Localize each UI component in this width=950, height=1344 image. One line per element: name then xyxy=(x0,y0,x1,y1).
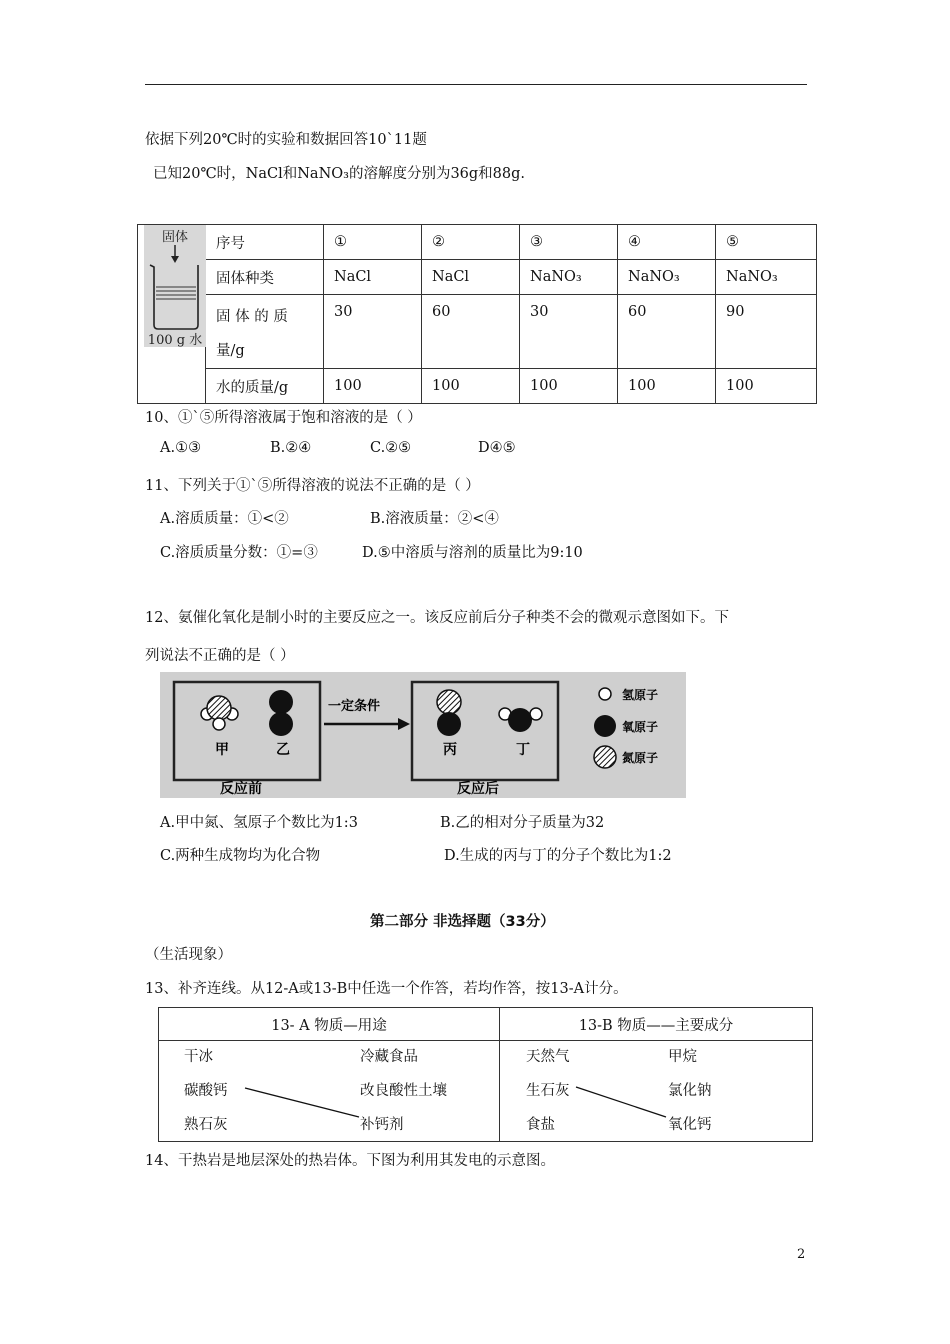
q13a-right-1: 冷藏食品 xyxy=(360,1049,418,1065)
legend-hydrogen: 氢原子 xyxy=(622,688,659,702)
q10-option-b: B.②④ xyxy=(270,440,312,456)
q13b-header: 13-B 物质——主要成分 xyxy=(500,1008,813,1041)
q13a-right-2: 改良酸性土壤 xyxy=(360,1083,447,1099)
q13b-right-2: 氯化钠 xyxy=(668,1083,712,1099)
cell-mass-4: 60 xyxy=(618,295,716,369)
cell-index-2: ② xyxy=(422,225,520,260)
reaction-diagram xyxy=(160,672,686,798)
q11-stem: 11、下列关于①`⑤所得溶液的说法不正确的是（ ） xyxy=(145,478,480,494)
q13b-left-3: 食盐 xyxy=(526,1117,555,1133)
header-rule xyxy=(145,84,807,85)
cell-mass-3: 30 xyxy=(520,295,618,369)
cell-water-5: 100 xyxy=(716,369,817,404)
row-label-index: 序号 xyxy=(206,225,324,260)
q10-stem: 10、①`⑤所得溶液属于饱和溶液的是（ ） xyxy=(145,410,422,426)
molecule-label-bing: 丙 xyxy=(443,742,457,758)
q13a-left-1: 干冰 xyxy=(184,1049,213,1065)
q12-stem-line2: 列说法不正确的是（ ） xyxy=(145,648,295,664)
q13b-left-2: 生石灰 xyxy=(526,1083,570,1099)
cell-mass-2: 60 xyxy=(422,295,520,369)
cell-water-1: 100 xyxy=(324,369,422,404)
cell-mass-1: 30 xyxy=(324,295,422,369)
legend-nitrogen: 氮原子 xyxy=(622,751,659,765)
cell-type-5: NaNO₃ xyxy=(716,260,817,295)
q10-option-d: D④⑤ xyxy=(478,440,516,456)
row-label-solid-mass-line2: 量/g xyxy=(216,343,245,359)
q13a-left-3: 熟石灰 xyxy=(184,1117,228,1133)
cell-water-3: 100 xyxy=(520,369,618,404)
q13a-header: 13- A 物质—用途 xyxy=(159,1008,500,1041)
q13a-connect-line xyxy=(159,1041,497,1142)
q13b-body xyxy=(500,1041,813,1142)
cell-type-3: NaNO₃ xyxy=(520,260,618,295)
experiment-table xyxy=(137,224,817,404)
cell-type-4: NaNO₃ xyxy=(618,260,716,295)
q10-option-c: C.②⑤ xyxy=(370,440,412,456)
molecule-label-yi: 乙 xyxy=(276,742,290,758)
q12-stem-line1: 12、氨催化氧化是制小时的主要反应之一。该反应前后分子种类不会的微观示意图如下。下 xyxy=(145,610,729,626)
row-label-solid-mass xyxy=(206,295,324,369)
intro-text: 依据下列20℃时的实验和数据回答10`11题 xyxy=(145,132,427,148)
q10-option-a: A.①③ xyxy=(160,440,202,456)
known-text: 已知20℃时，NaCl和NaNO₃的溶解度分别为36g和88g. xyxy=(153,166,526,182)
life-label: （生活现象） xyxy=(145,947,232,963)
q13b-connect-line xyxy=(500,1041,816,1142)
beaker-label-water: 100 g 水 xyxy=(147,333,203,347)
q13b-right-3: 氧化钙 xyxy=(668,1117,712,1133)
cell-type-1: NaCl xyxy=(324,260,422,295)
cell-index-1: ① xyxy=(324,225,422,260)
matching-table xyxy=(158,1007,813,1142)
q11-option-b: B.溶液质量：②<④ xyxy=(370,511,499,527)
cell-water-2: 100 xyxy=(422,369,520,404)
beaker-label-solid: 固体 xyxy=(161,230,189,245)
cell-index-3: ③ xyxy=(520,225,618,260)
cell-water-4: 100 xyxy=(618,369,716,404)
beaker-cell xyxy=(138,225,206,404)
q12-option-a: A.甲中氮、氢原子个数比为1:3 xyxy=(160,815,358,831)
q14-stem: 14、干热岩是地层深处的热岩体。下图为利用其发电的示意图。 xyxy=(145,1153,555,1169)
molecule-label-jia: 甲 xyxy=(215,742,229,758)
part2-title: 第二部分 非选择题（33分） xyxy=(370,914,555,930)
q13b-right-1: 甲烷 xyxy=(668,1049,697,1065)
molecule-label-ding: 丁 xyxy=(516,742,530,758)
legend-oxygen: 氧原子 xyxy=(622,720,659,734)
q11-option-d: D.⑤中溶质与溶剂的质量比为9:10 xyxy=(362,545,583,561)
cell-index-5: ⑤ xyxy=(716,225,817,260)
arrow-condition: 一定条件 xyxy=(328,699,381,714)
q13a-body xyxy=(159,1041,500,1142)
q12-option-b: B.乙的相对分子质量为32 xyxy=(440,815,605,831)
q13a-right-3: 补钙剂 xyxy=(360,1117,404,1133)
row-label-solid-type: 固体种类 xyxy=(206,260,324,295)
cell-index-4: ④ xyxy=(618,225,716,260)
cell-type-2: NaCl xyxy=(422,260,520,295)
q13b-left-1: 天然气 xyxy=(526,1049,570,1065)
q11-option-c: C.溶质质量分数：①=③ xyxy=(160,545,318,561)
page-number: 2 xyxy=(797,1247,806,1262)
q13-stem: 13、补齐连线。从12-A或13-B中任选一个作答，若均作答，按13-A计分。 xyxy=(145,981,628,997)
row-label-solid-mass-line1: 固 体 的 质 xyxy=(216,309,288,325)
q13a-left-2: 碳酸钙 xyxy=(184,1083,228,1099)
after-label: 反应后 xyxy=(457,781,499,797)
q11-option-a: A.溶质质量：①<② xyxy=(160,511,289,527)
cell-mass-5: 90 xyxy=(716,295,817,369)
row-label-water-mass: 水的质量/g xyxy=(206,369,324,404)
q12-option-d: D.生成的丙与丁的分子个数比为1:2 xyxy=(444,848,672,864)
beaker-image xyxy=(144,225,206,347)
q12-option-c: C.两种生成物均为化合物 xyxy=(160,848,321,864)
before-label: 反应前 xyxy=(220,781,262,797)
